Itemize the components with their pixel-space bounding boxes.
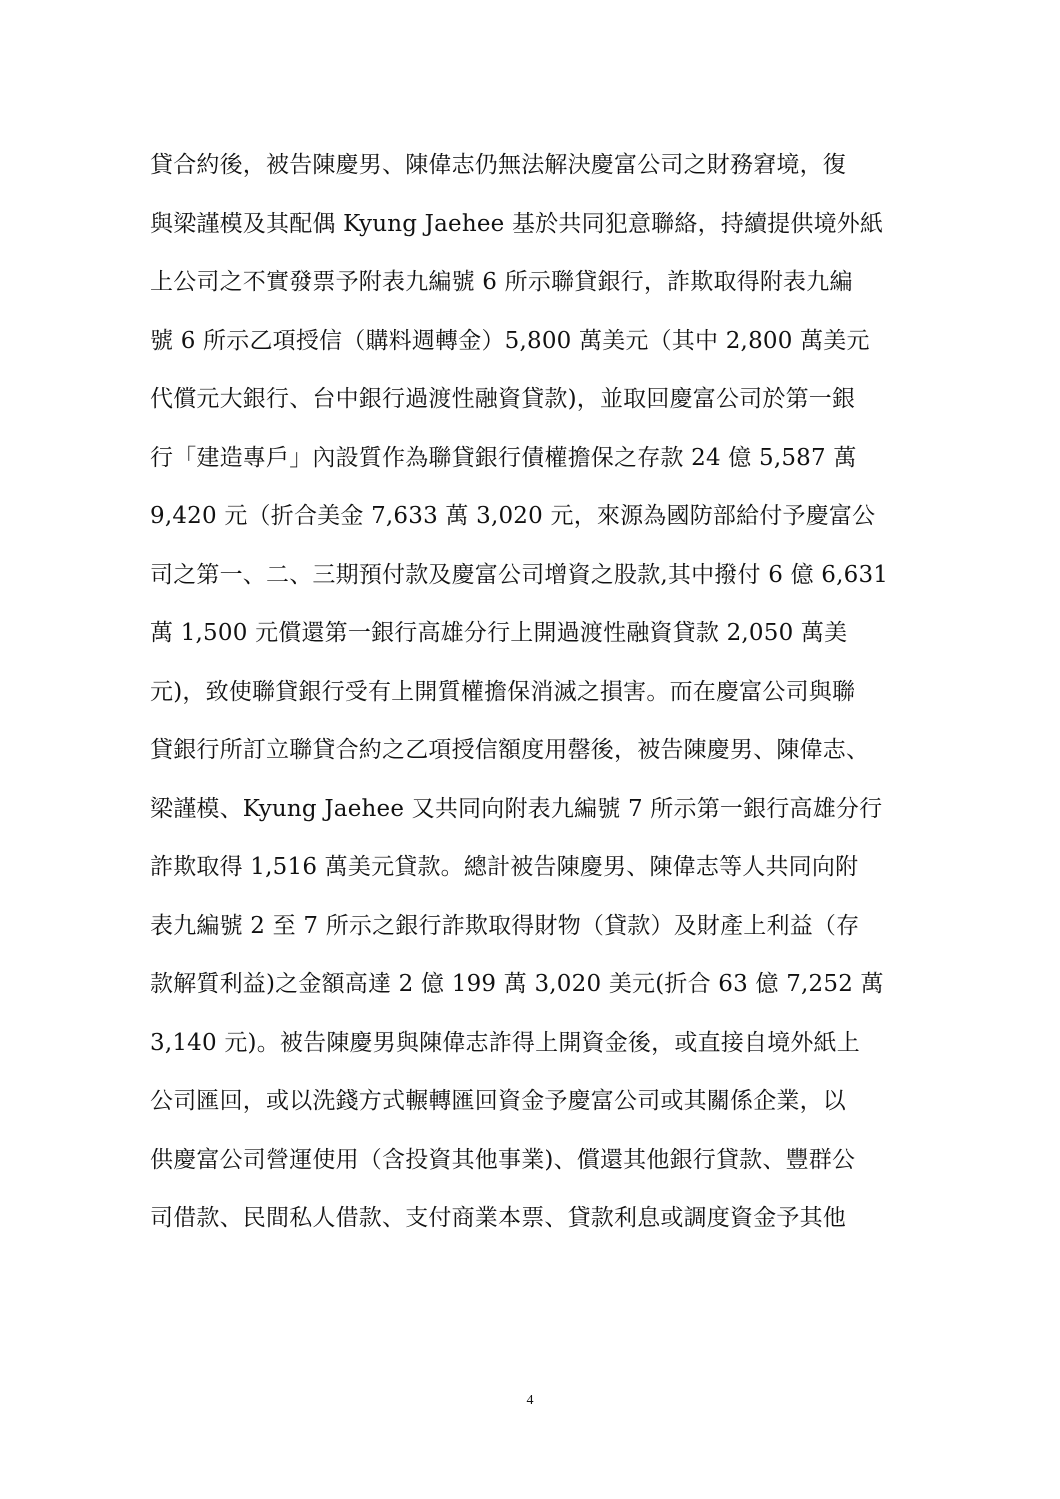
text-line: 詐欺取得 1,516 萬美元貸款。總計被告陳慶男、陳偉志等人共同向附 — [150, 854, 859, 880]
text-line: 萬 1,500 元償還第一銀行高雄分行上開過渡性融資貸款 2,050 萬美 — [150, 620, 848, 646]
text-line: 司借款、民間私人借款、支付商業本票、貸款利息或調度資金予其他 — [150, 1205, 846, 1231]
body-text — [150, 136, 920, 1248]
text-line: 公司匯回，或以洗錢方式輾轉匯回資金予慶富公司或其關係企業，以 — [150, 1088, 846, 1114]
text-line: 貸銀行所訂立聯貸合約之乙項授信額度用罄後，被告陳慶男、陳偉志、 — [150, 737, 870, 763]
text-line: 貸合約後，被告陳慶男、陳偉志仍無法解決慶富公司之財務窘境，復 — [150, 152, 846, 178]
text-line: 司之第一、二、三期預付款及慶富公司增資之股款,其中撥付 6 億 6,631 — [150, 561, 889, 588]
text-line: 元)，致使聯貸銀行受有上開質權擔保消滅之損害。而在慶富公司與聯 — [150, 678, 856, 705]
text-line: 代償元大銀行、台中銀行過渡性融資貸款)，並取回慶富公司於第一銀 — [150, 386, 856, 412]
text-line: 號 6 所示乙項授信（購料週轉金）5,800 萬美元（其中 2,800 萬美元 — [150, 327, 870, 354]
text-line: 與梁謹模及其配偶 Kyung Jaehee 基於共同犯意聯絡，持續提供境外紙 — [150, 210, 884, 237]
text-line: 3,140 元)。被告陳慶男與陳偉志詐得上開資金後，或直接自境外紙上 — [150, 1029, 860, 1056]
text-line: 供慶富公司營運使用（含投資其他事業)、償還其他銀行貸款、豐群公 — [150, 1146, 856, 1173]
text-line: 款解質利益)之金額高達 2 億 199 萬 3,020 美元(折合 63 億 7,252 萬 — [150, 971, 884, 997]
text-line: 上公司之不實發票予附表九編號 6 所示聯貸銀行，詐欺取得附表九編 — [150, 269, 853, 295]
text-line: 梁謹模、Kyung Jaehee 又共同向附表九編號 7 所示第一銀行高雄分行 — [150, 795, 883, 822]
text-line: 9,420 元（折合美金 7,633 萬 3,020 元，來源為國防部給付予慶富公 — [150, 503, 876, 529]
text-line: 表九編號 2 至 7 所示之銀行詐欺取得財物（貸款）及財產上利益（存 — [150, 912, 860, 939]
page-number: 4 — [526, 1393, 534, 1408]
text-line: 行「建造專戶」內設質作為聯貸銀行債權擔保之存款 24 億 5,587 萬 — [150, 444, 857, 471]
